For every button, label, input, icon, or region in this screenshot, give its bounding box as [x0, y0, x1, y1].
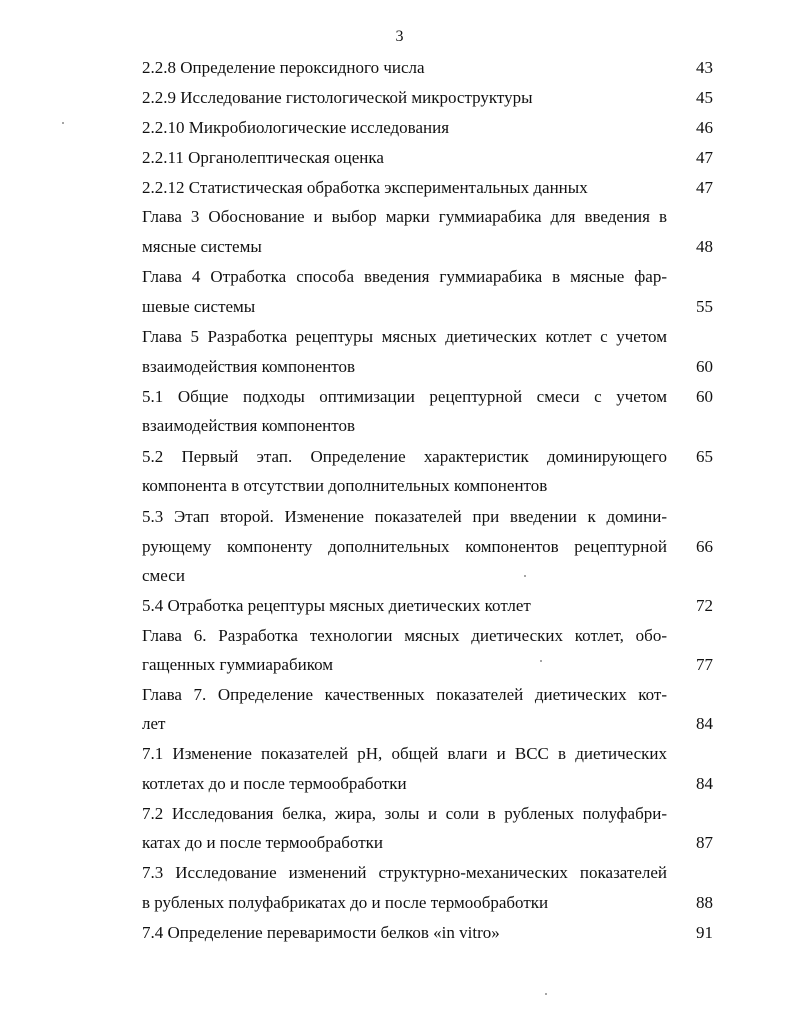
toc-entry-2-2-9-page: 45	[696, 88, 713, 107]
toc-entry-2-2-8-title: 2.2.8 Определение пероксидного числа	[142, 58, 425, 77]
toc-entry-2-2-8-page: 43	[696, 58, 713, 77]
toc-entry-2-2-10-title: 2.2.10 Микробиологические исследования	[142, 118, 450, 137]
toc-entry-chapter-6-line-2: гащенных гуммиарабиком	[142, 655, 334, 674]
toc-entry-chapter-6-page: 77	[696, 655, 713, 674]
page-number: 3	[395, 28, 404, 45]
toc-entry-2-2-12-page: 47	[696, 178, 713, 197]
toc-entry-2-2-12-title: 2.2.12 Статистическая обработка экспериментальных данных	[142, 178, 588, 197]
toc-entry-5-4-title: 5.4 Отработка рецептуры мясных диетических котлет	[142, 596, 531, 615]
toc-entry-7-4-page: 91	[696, 923, 713, 942]
toc-entry-7-1-line-2: котлетах до и после термообработки	[142, 774, 407, 793]
toc-entry-7-3-page: 88	[696, 893, 713, 912]
toc-entry-2-2-9-title: 2.2.9 Исследование гистологической микроструктуры	[142, 88, 533, 107]
toc-entry-chapter-6-line-1: Глава 6. Разработка технологии мясных диетических котлет, обо-	[142, 626, 667, 645]
toc-entry-chapter-7-line-2: лет	[142, 714, 166, 733]
toc-entry-chapter-3-page: 48	[696, 237, 713, 256]
toc-entry-5-1-page: 60	[696, 387, 713, 406]
toc-entry-5-2-line-1: 5.2 Первый этап. Определение характеристик доминирующего	[142, 447, 667, 466]
toc-entry-5-2-line-2: компонента в отсутствии дополнительных компонентов	[142, 476, 548, 495]
toc-entry-2-2-10-page: 46	[696, 118, 713, 137]
toc-entry-chapter-5-page: 60	[696, 357, 713, 376]
toc-entry-chapter-3-line-1: Глава 3 Обоснование и выбор марки гуммиарабика для введения в	[142, 207, 667, 226]
toc-entry-2-2-11-title: 2.2.11 Органолептическая оценка	[142, 148, 384, 167]
toc-entry-chapter-3-line-2: мясные системы	[142, 237, 262, 256]
toc-entry-5-4-page: 72	[696, 596, 713, 615]
toc-entry-5-3-line-3: смеси	[142, 566, 185, 585]
toc-entry-chapter-4-line-2: шевые системы	[142, 297, 256, 316]
toc-entry-7-2-page: 87	[696, 833, 713, 852]
toc-entry-5-1-line-1: 5.1 Общие подходы оптимизации рецептурной смеси с учетом	[142, 387, 667, 406]
toc-entry-7-2-line-1: 7.2 Исследования белка, жира, золы и соли в рубленых полуфабри-	[142, 804, 667, 823]
toc-entry-5-3-line-1: 5.3 Этап второй. Изменение показателей при введении к домини-	[142, 507, 667, 526]
scan-speck	[524, 575, 526, 577]
toc-entry-7-2-line-2: катах до и после термообработки	[142, 833, 384, 852]
scan-speck	[540, 660, 542, 662]
toc-entry-5-1-line-2: взаимодействия компонентов	[142, 416, 356, 435]
toc-entry-5-3-line-2: рующему компоненту дополнительных компонентов рецептурной	[142, 537, 667, 556]
scan-speck	[62, 122, 64, 124]
toc-entry-chapter-4-line-1: Глава 4 Отработка способа введения гуммиарабика в мясные фар-	[142, 267, 667, 286]
toc-entry-7-3-line-2: в рубленых полуфабрикатах до и после термообработки	[142, 893, 549, 912]
toc-entry-7-3-line-1: 7.3 Исследование изменений структурно-механических показателей	[142, 863, 667, 882]
toc-entry-chapter-5-line-1: Глава 5 Разработка рецептуры мясных диетических котлет с учетом	[142, 327, 667, 346]
toc-entry-chapter-5-line-2: взаимодействия компонентов	[142, 357, 356, 376]
toc-entry-7-4-title: 7.4 Определение переваримости белков «in vitro»	[142, 923, 500, 942]
toc-entry-7-1-line-1: 7.1 Изменение показателей pH, общей влаги и ВСС в диетических	[142, 744, 667, 763]
toc-entry-2-2-11-page: 47	[696, 148, 713, 167]
toc-entry-chapter-7-line-1: Глава 7. Определение качественных показателей диетических кот-	[142, 685, 667, 704]
scan-speck	[545, 993, 547, 995]
toc-entry-5-3-page: 66	[696, 537, 713, 556]
toc-entry-chapter-7-page: 84	[696, 714, 713, 733]
toc-entry-5-2-page: 65	[696, 447, 713, 466]
toc-entry-chapter-4-page: 55	[696, 297, 713, 316]
toc-entry-7-1-page: 84	[696, 774, 713, 793]
